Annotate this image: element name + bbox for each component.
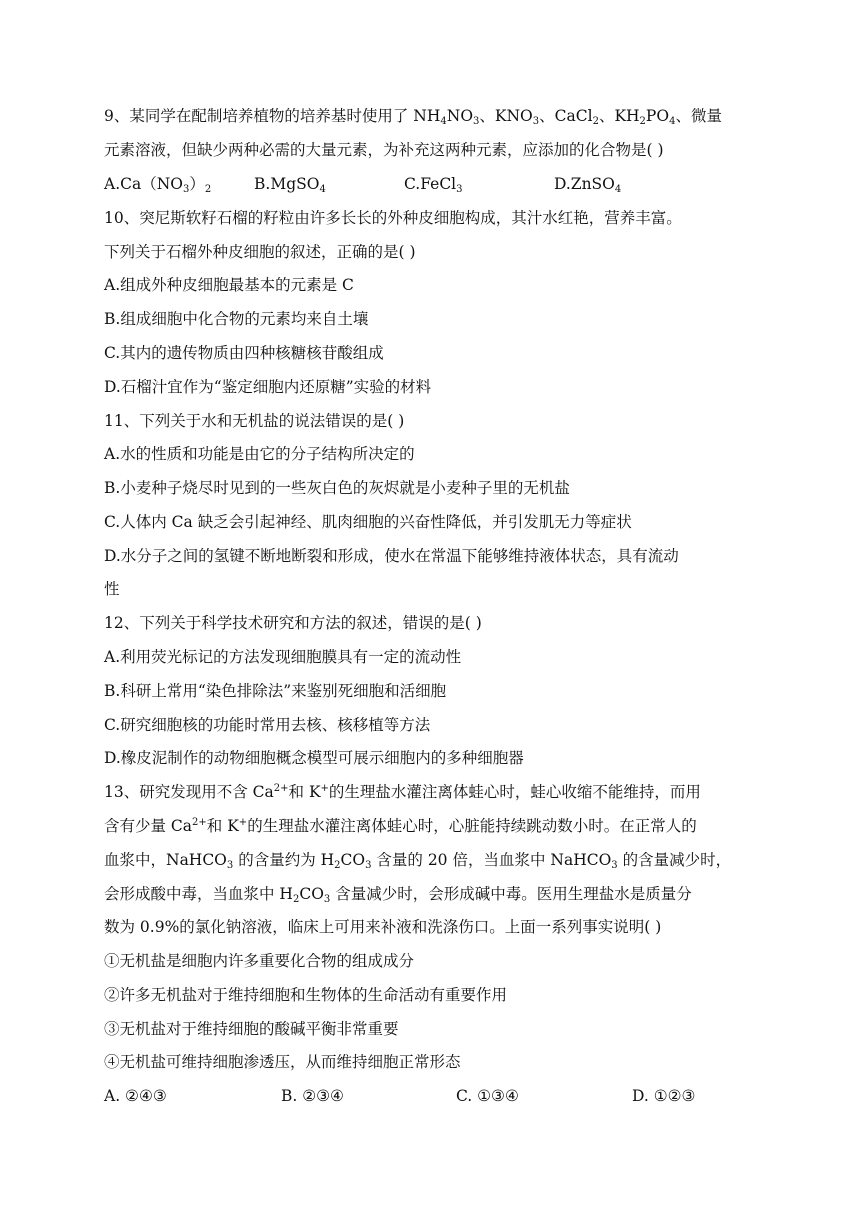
q9-option-b: B.MgSO$_4$ [254,175,326,195]
q13-statement-3: ③无机盐对于维持细胞的酸碱平衡非常重要 [104,1020,399,1038]
q9-option-a: $A.Ca(NO_3)_2$ [104,175,212,195]
q12-option-c: C.研究细胞核的功能时常用去核、核移植等方法 [104,716,431,734]
q13-option-b: B. ②③④ [281,1087,344,1105]
q11-option-d-line1: D.水分子之间的氢键不断地断裂和形成，使水在常温下能够维持液体状态，具有流动 [104,547,679,565]
q11-option-b: B.小麦种子烧尽时见到的一些灰白色的灰烬就是小麦种子里的无机盐 [104,479,570,497]
q10-option-b: B.组成细胞中化合物的元素均来自土壤 [104,310,369,328]
q10-stem-line2: 下列关于石榴外种皮细胞的叙述，正确的是( ) [104,243,416,261]
q13-stem-line4: 会形成酸中毒，当血浆中 $H_2CO_3$ 含量减少时，会形成碱中毒。医用生理盐水是质量分 [104,885,692,905]
q10-option-c: C.其内的遗传物质由四种核糖核苷酸组成 [104,344,384,362]
q13-option-d: D. ①②③ [632,1087,696,1105]
q12-option-d: D.橡皮泥制作的动物细胞概念模型可展示细胞内的多种细胞器 [104,749,524,767]
q11-option-d-line2: 性 [104,580,120,598]
q12-option-a: A.利用荧光标记的方法发现细胞膜具有一定的流动性 [104,648,462,666]
q13-statement-2: ②许多无机盐对于维持细胞和生物体的生命活动有重要作用 [104,986,508,1004]
q13-stem-line2: 含有少量 $Ca^{2+}$和 K+的生理盐水灌注离体蛙心时，心脏能持续跳动数小时。在正常人的 [104,817,697,835]
q11-option-a: A.水的性质和功能是由它的分子结构所决定的 [104,445,415,463]
q9-stem-line1: 9、某同学在配制培养植物的培养基时使用了 $NH_4NO_3$、$KNO_3$、CaCl$_2$、$KH_2PO_4$、微量 [104,107,722,127]
q10-stem-line1: 10、突尼斯软籽石榴的籽粒由许多长长的外种皮细胞构成，其汁水红艳，营养丰富。 [104,209,682,227]
q12-option-b: B.科研上常用“染色排除法”来鉴别死细胞和活细胞 [104,682,447,700]
q11-stem: 11、下列关于水和无机盐的说法错误的是( ) [104,412,405,430]
q9-option-c: C.FeCl$_3$ [404,175,463,195]
q9-option-d: D.ZnSO$_4$ [554,175,622,195]
q13-option-c: C. ①③④ [456,1087,519,1105]
q9-stem-line2: 元素溶液，但缺少两种必需的大量元素，为补充这两种元素，应添加的化合物是( ) [104,141,664,159]
q10-option-d: D.石榴汁宜作为“鉴定细胞内还原糖”实验的材料 [104,378,432,396]
q11-option-c: C.人体内 Ca 缺乏会引起神经、肌肉细胞的兴奋性降低，并引发肌无力等症状 [104,513,632,531]
q13-option-a: A. ②④③ [104,1087,167,1105]
q13-stem-line5: 数为 0.9%的氯化钠溶液，临床上可用来补液和洗涤伤口。上面一系列事实说明( ) [104,918,662,936]
q13-stem-line1: 13、研究发现用不含 $Ca^{2+}$和 K+的生理盐水灌注离体蛙心时，蛙心收缩不能维持，而用 [104,783,701,801]
q13-statement-4: ④无机盐可维持细胞渗透压，从而维持细胞正常形态 [104,1053,461,1071]
q13-stem-line3: 血浆中，NaHCO$_3$ 的含量约为 $H_2CO_3$ 含量的 20 倍，当血浆中 NaHCO$_3$ 的含量减少时， [104,851,732,871]
q10-option-a: A.组成外种皮细胞最基本的元素是 C [104,276,354,294]
q12-stem: 12、下列关于科学技术研究和方法的叙述，错误的是( ) [104,614,482,632]
q13-statement-1: ①无机盐是细胞内许多重要化合物的组成成分 [104,952,415,970]
